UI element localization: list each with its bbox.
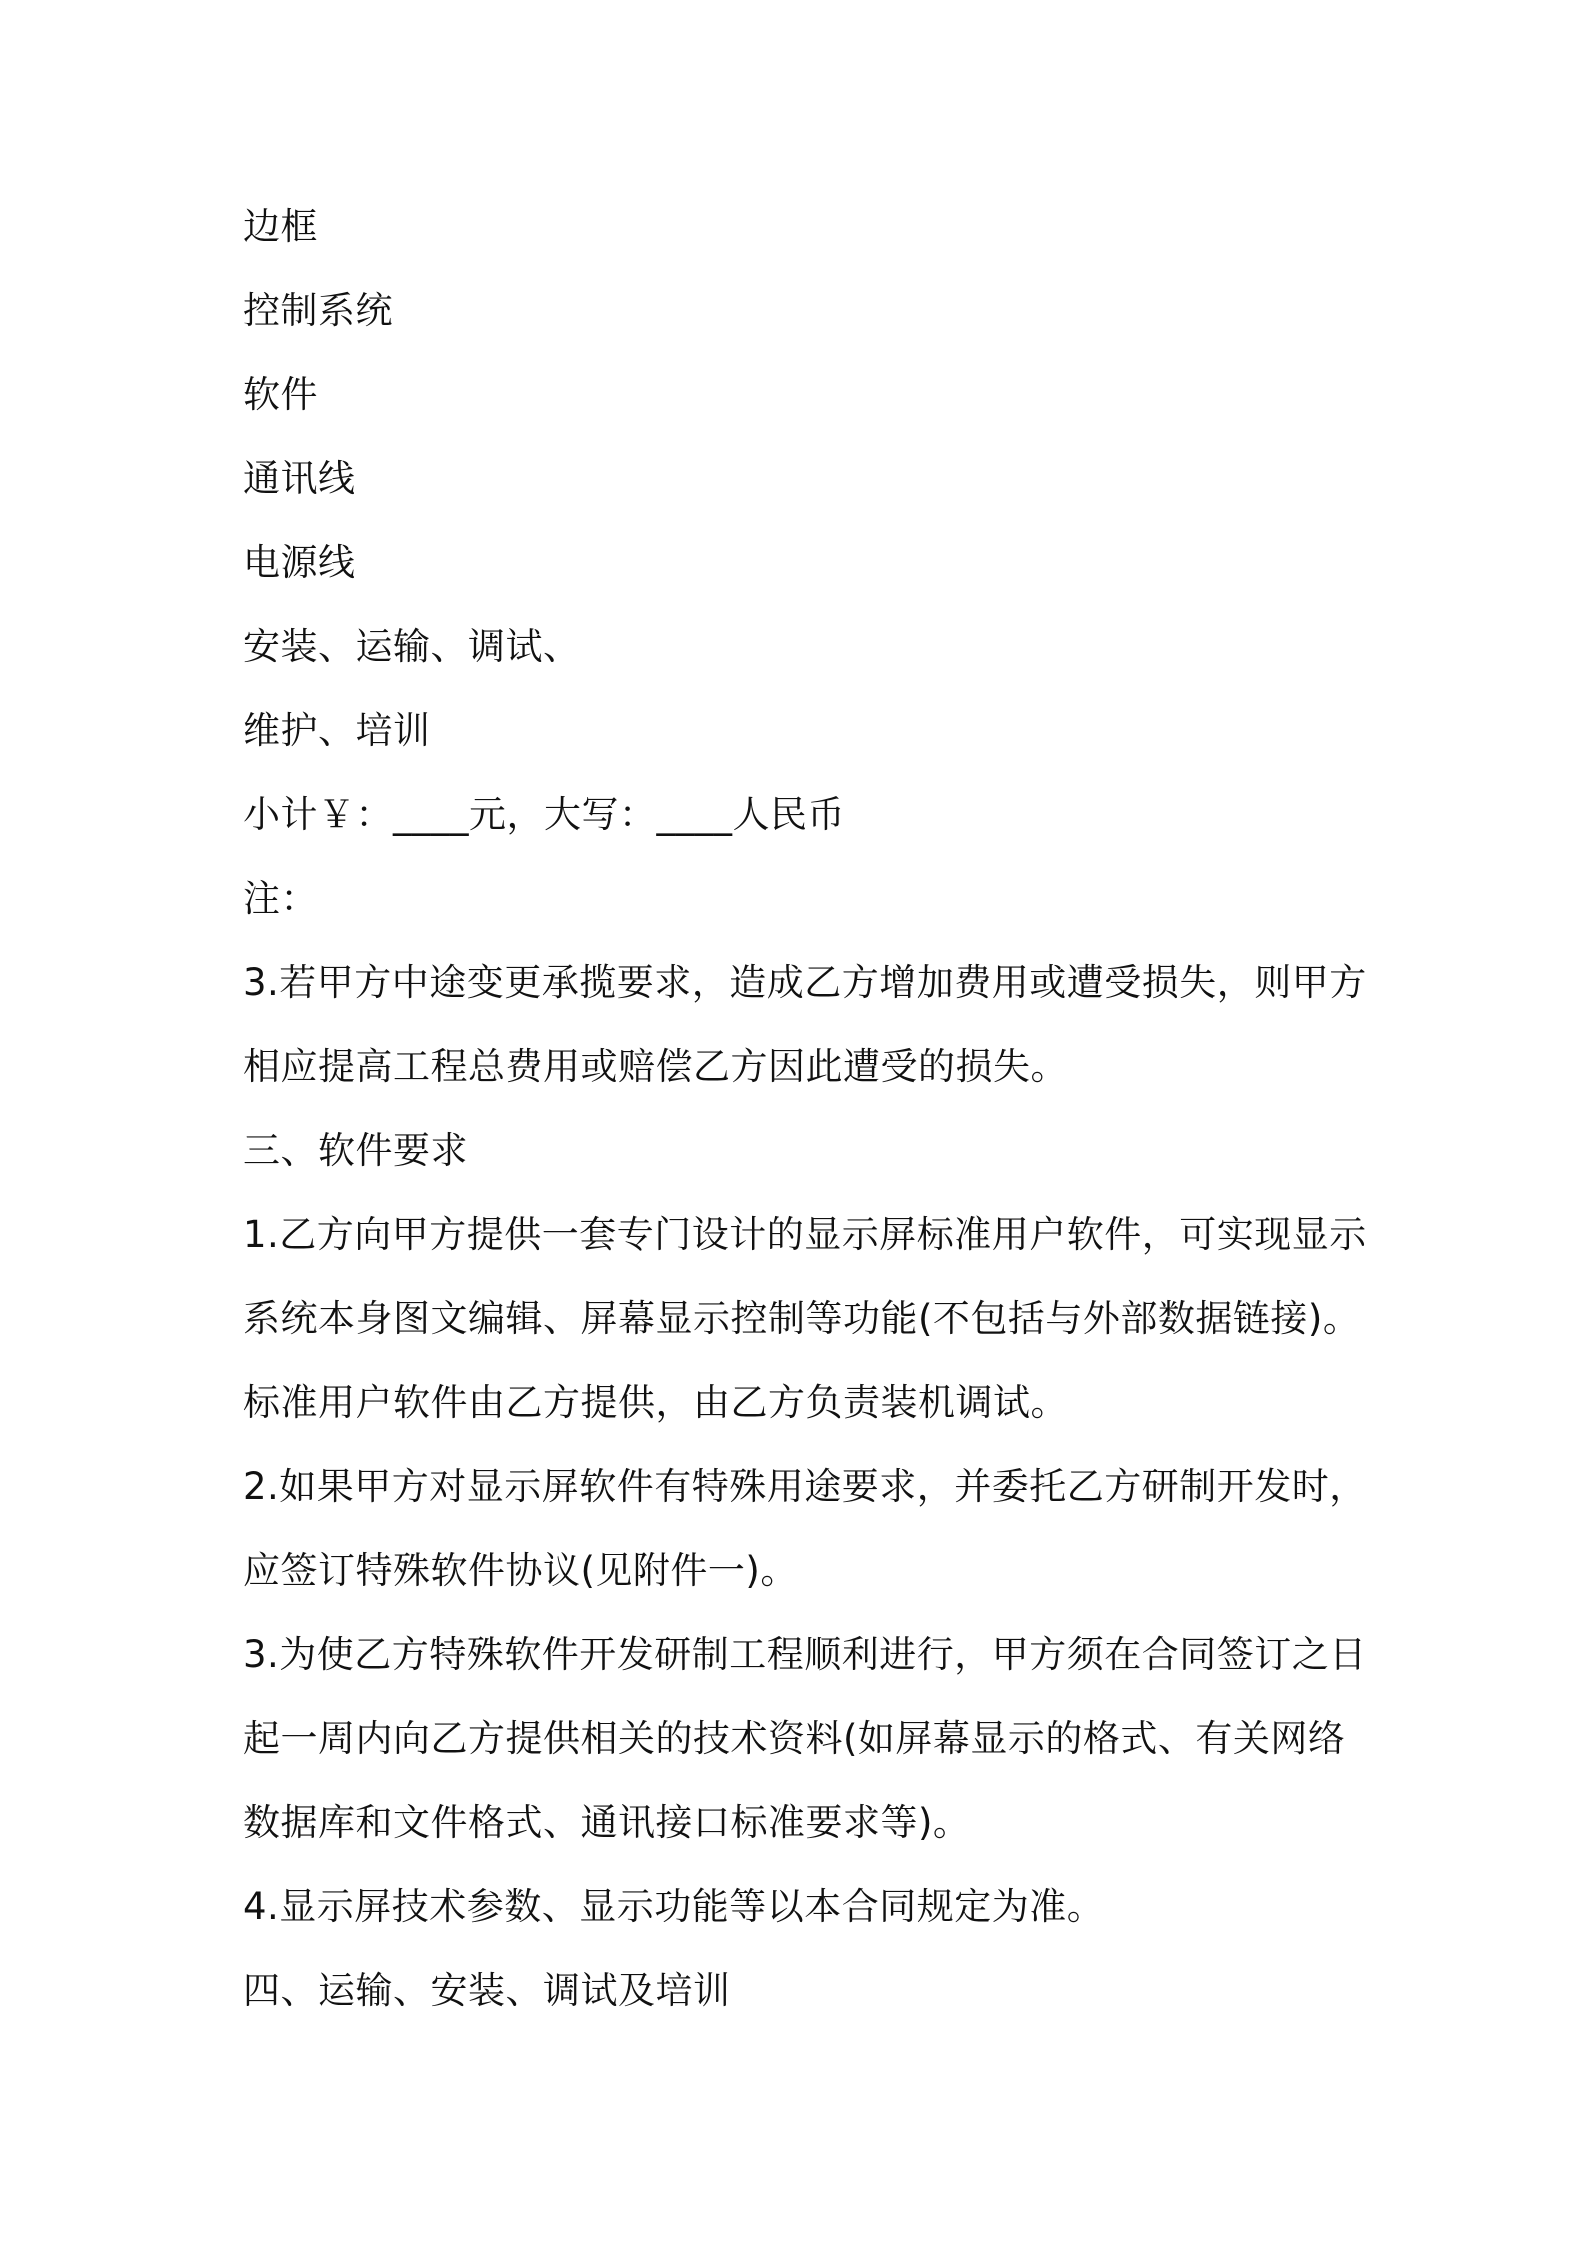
item-installation-transport: 安装、运输、调试、 bbox=[243, 625, 581, 668]
clause-3-3-line-3: 数据库和文件格式、通讯接口标准要求等)。 bbox=[243, 1801, 971, 1844]
clause-3-3-line-2: 起一周内向乙方提供相关的技术资料(如屏幕显示的格式、有关网络 bbox=[243, 1717, 1346, 1760]
clause-2-3-line-2: 相应提高工程总费用或赔偿乙方因此遭受的损失。 bbox=[243, 1045, 1068, 1088]
item-power-cable: 电源线 bbox=[243, 541, 356, 584]
section-4-heading: 四、运输、安装、调试及培训 bbox=[243, 1969, 731, 2012]
note-label: 注： bbox=[243, 877, 318, 920]
clause-3-1-line-1: 1.乙方向甲方提供一套专门设计的显示屏标准用户软件，可实现显示 bbox=[243, 1213, 1367, 1256]
item-control-system: 控制系统 bbox=[243, 289, 393, 332]
section-3-heading: 三、软件要求 bbox=[243, 1129, 468, 1172]
item-maintenance-training: 维护、培训 bbox=[243, 709, 431, 752]
item-communication-cable: 通讯线 bbox=[243, 457, 356, 500]
clause-3-1-line-3: 标准用户软件由乙方提供，由乙方负责装机调试。 bbox=[243, 1381, 1068, 1424]
clause-3-4: 4.显示屏技术参数、显示功能等以本合同规定为准。 bbox=[243, 1885, 1105, 1928]
clause-3-2-line-1: 2.如果甲方对显示屏软件有特殊用途要求，并委托乙方研制开发时， bbox=[243, 1465, 1367, 1508]
clause-3-1-line-2: 系统本身图文编辑、屏幕显示控制等功能(不包括与外部数据链接)。 bbox=[243, 1297, 1361, 1340]
item-software: 软件 bbox=[243, 373, 318, 416]
subtotal-line: 小计￥：____元，大写：____人民币 bbox=[243, 793, 845, 836]
clause-2-3-line-1: 3.若甲方中途变更承揽要求，造成乙方增加费用或遭受损失，则甲方 bbox=[243, 961, 1367, 1004]
item-frame: 边框 bbox=[243, 205, 318, 248]
clause-3-2-line-2: 应签订特殊软件协议(见附件一)。 bbox=[243, 1549, 798, 1592]
clause-3-3-line-1: 3.为使乙方特殊软件开发研制工程顺利进行，甲方须在合同签订之日 bbox=[243, 1633, 1367, 1676]
